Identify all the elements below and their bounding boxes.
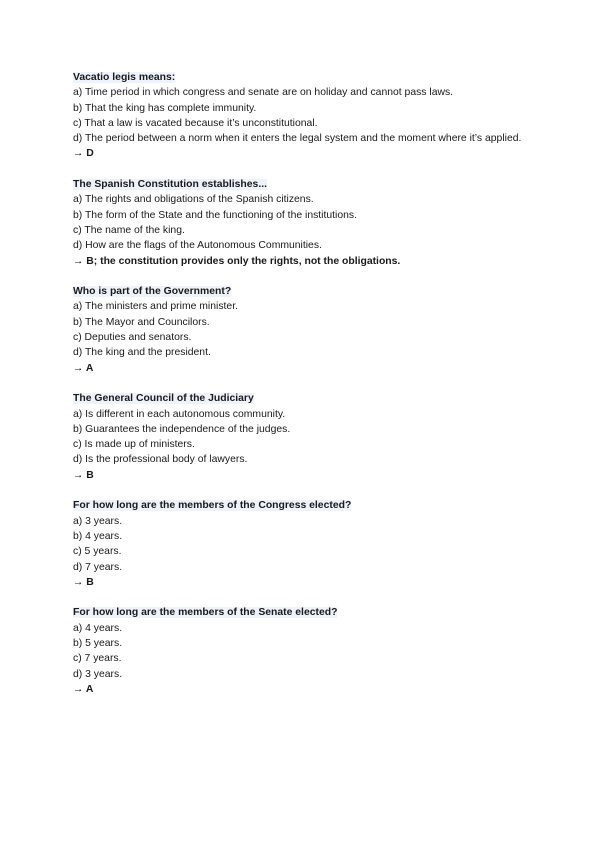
- answer-option: d) Is the professional body of lawyers.: [73, 454, 248, 466]
- document-page: [73, 70, 531, 712]
- correct-answer: → D: [73, 148, 94, 160]
- answer-option: a) The ministers and prime minister.: [73, 301, 238, 313]
- answer-option: c) That a law is vacated because it’s unconstitutional.: [73, 117, 318, 129]
- question-title: Vacatio legis means:: [73, 72, 176, 83]
- answer-option: a) Is different in each autonomous community.: [73, 408, 286, 420]
- answer-option: b) The form of the State and the functioning of the institutions.: [73, 209, 357, 221]
- correct-answer: → B; the constitution provides only the rights, not the obligations.: [73, 255, 401, 267]
- correct-answer: → A: [73, 362, 94, 374]
- answer-option: c) 5 years.: [73, 546, 122, 558]
- question-block: [73, 391, 531, 483]
- answer-option: a) 4 years.: [73, 622, 123, 634]
- correct-answer: → A: [73, 683, 94, 695]
- question-block: [73, 177, 531, 269]
- answer-option: a) Time period in which congress and senate are on holiday and cannot pass laws.: [73, 87, 454, 99]
- question-block: [73, 498, 531, 590]
- question-block: [73, 605, 531, 697]
- answer-option: d) The period between a norm when it enters the legal system and the moment where it’s applied.: [73, 133, 522, 145]
- question-title: For how long are the members of the Congress elected?: [73, 500, 352, 512]
- question-title: The General Council of the Judiciary: [73, 393, 254, 405]
- question-block: [73, 70, 531, 162]
- answer-option: c) 7 years.: [73, 653, 122, 665]
- answer-option: c) The name of the king.: [73, 224, 185, 236]
- answer-option: d) 7 years.: [73, 561, 123, 573]
- answer-option: b) 4 years.: [73, 530, 123, 542]
- answer-option: c) Deputies and senators.: [73, 332, 192, 344]
- answer-option: b) 5 years.: [73, 637, 123, 649]
- answer-option: a) The rights and obligations of the Spanish citizens.: [73, 194, 314, 206]
- answer-option: b) That the king has complete immunity.: [73, 102, 257, 114]
- question-title: The Spanish Constitution establishes...: [73, 179, 267, 191]
- answer-option: d) How are the flags of the Autonomous Communities.: [73, 240, 322, 252]
- answer-option: b) The Mayor and Councilors.: [73, 316, 210, 328]
- question-title: Who is part of the Government?: [73, 286, 232, 298]
- answer-option: b) Guarantees the independence of the judges.: [73, 423, 291, 435]
- question-title: For how long are the members of the Senate elected?: [73, 607, 338, 619]
- correct-answer: → B: [73, 469, 94, 481]
- answer-option: c) Is made up of ministers.: [73, 439, 195, 451]
- answer-option: d) The king and the president.: [73, 347, 211, 359]
- answer-option: a) 3 years.: [73, 515, 123, 527]
- correct-answer: → B: [73, 576, 94, 588]
- question-block: [73, 284, 531, 376]
- answer-option: d) 3 years.: [73, 668, 123, 680]
